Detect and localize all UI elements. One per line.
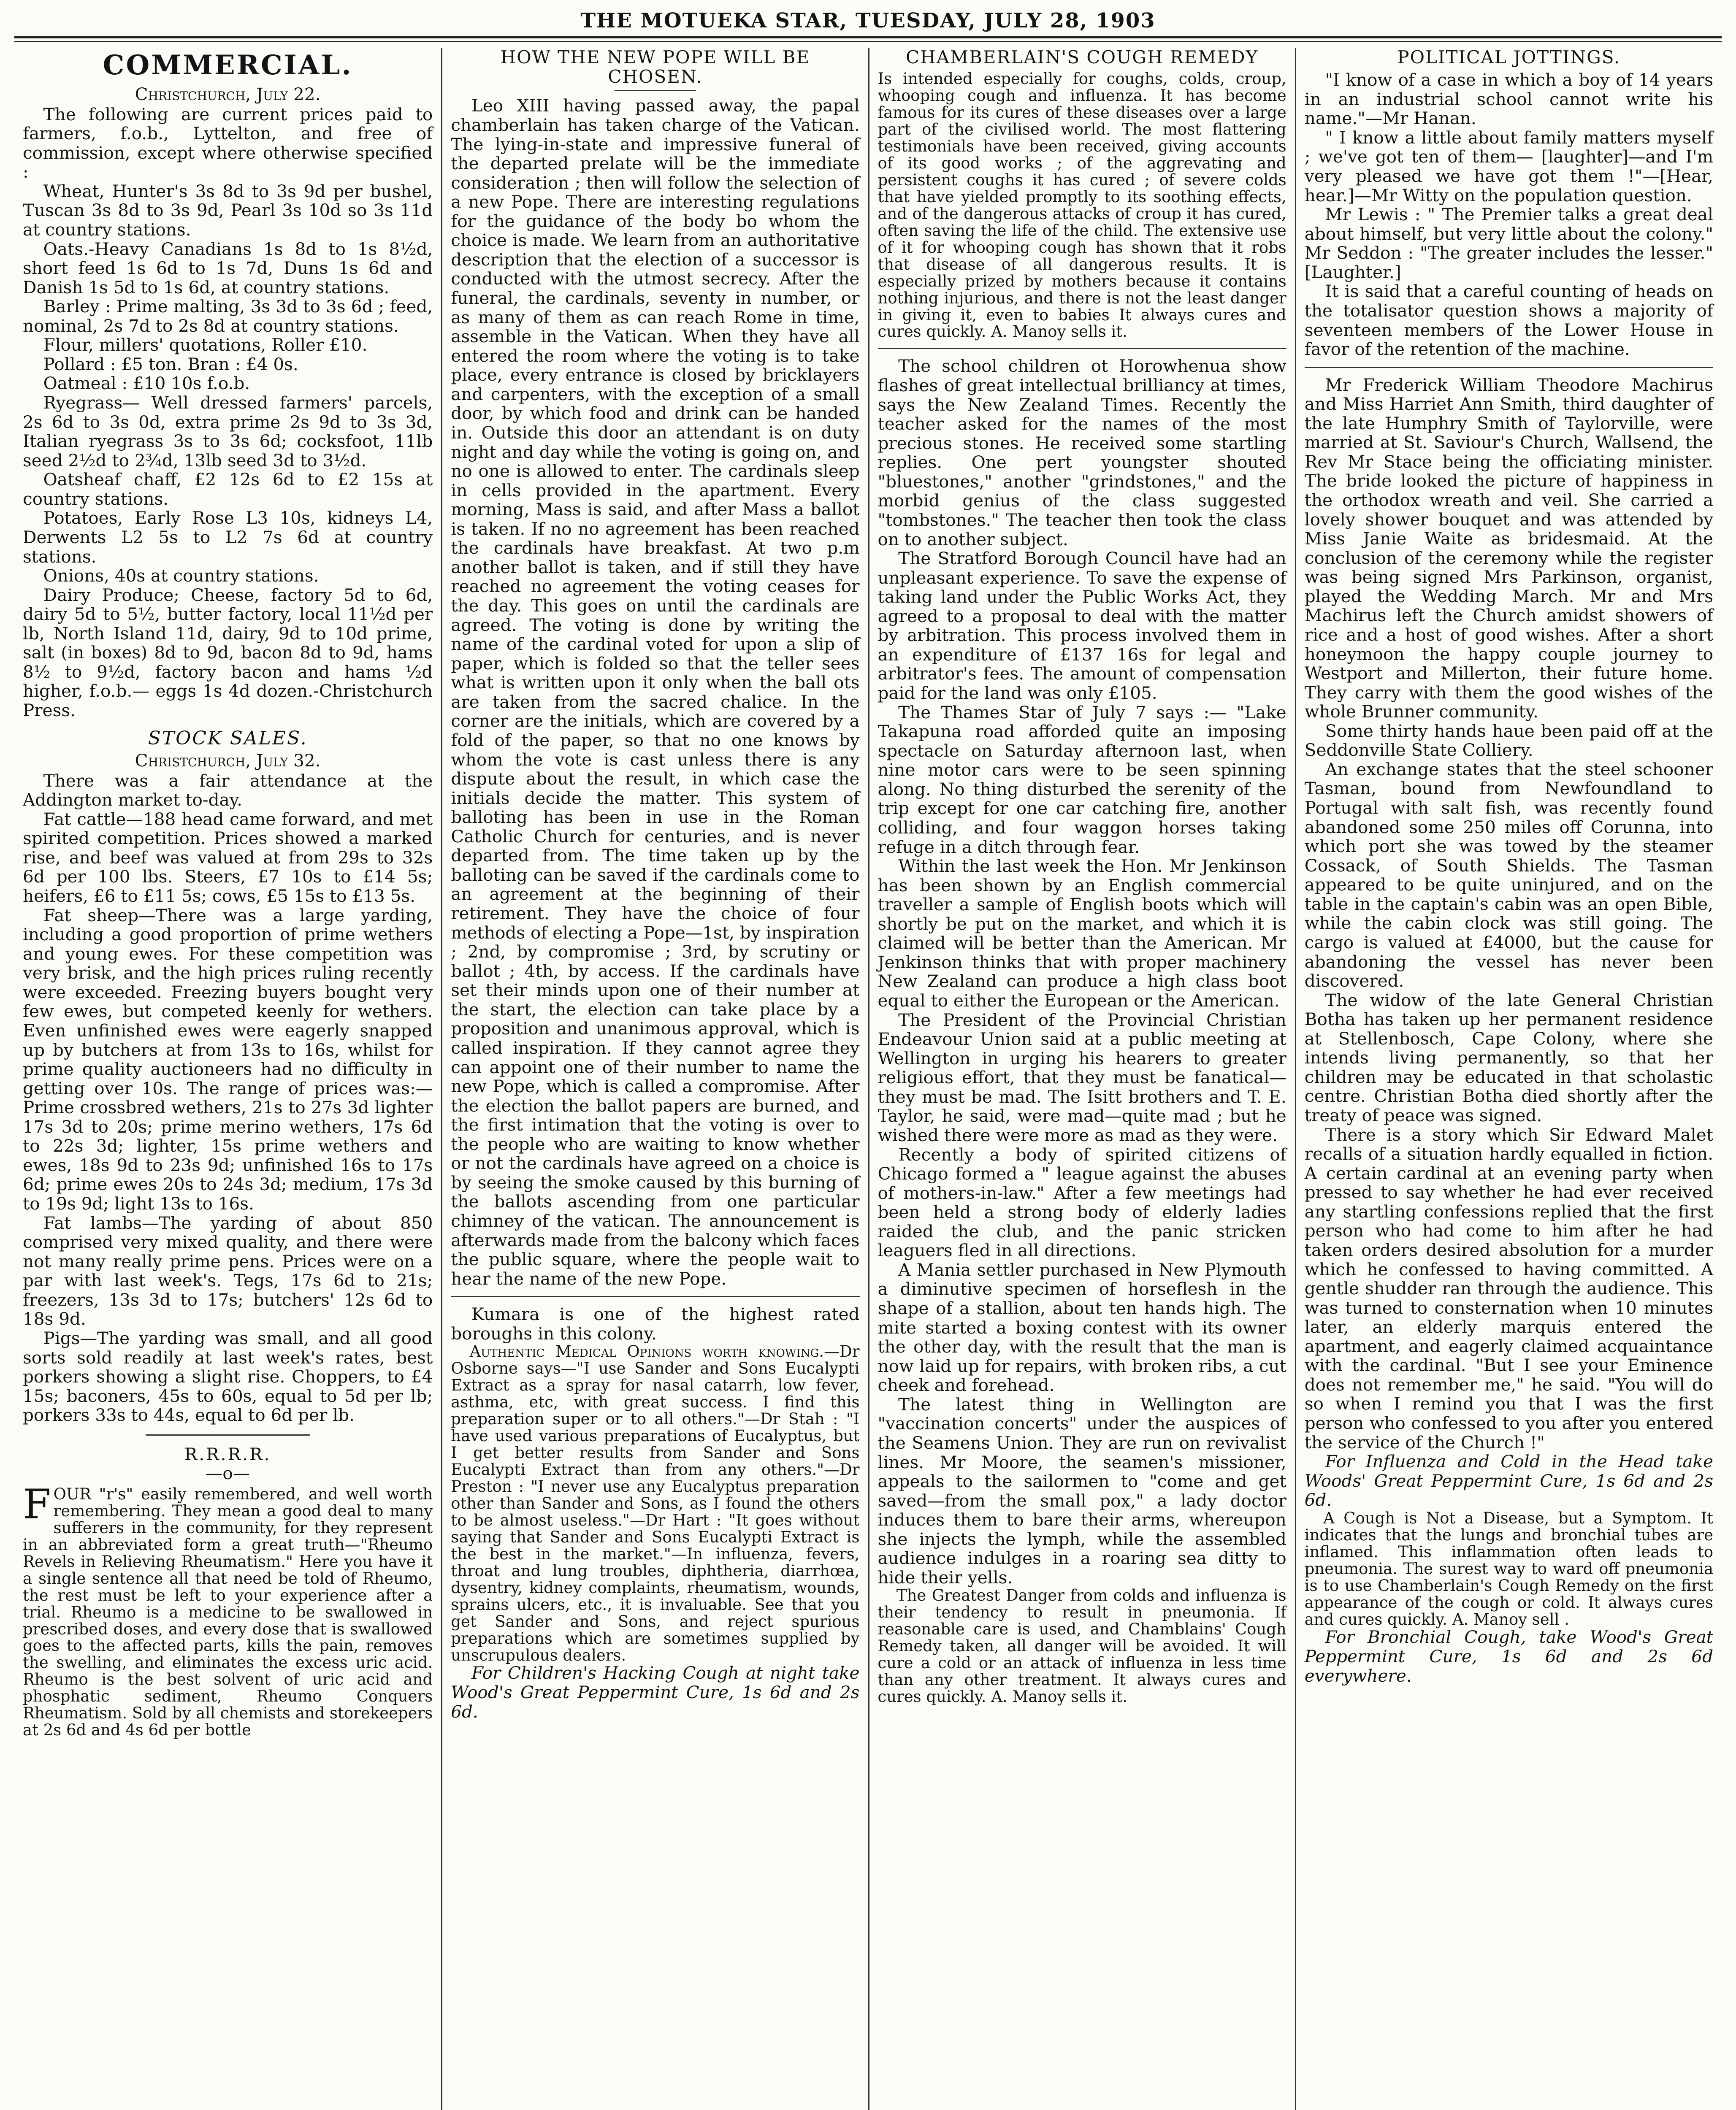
commercial-para: Oats.-Heavy Canadians 1s 8d to 1s 8½d, short feed 1s 6d to 1s 7d, Duns 1s 6d and Danish 1s 5d to 1s 6d, at country stations. bbox=[23, 238, 433, 298]
commercial-para: Potatoes, Early Rose L3 10s, kidneys L4, Derwents L2 5s to L2 7s 6d at country stations. bbox=[23, 508, 433, 567]
news-para: The Stratford Borough Council have had an unpleasant experience. To save the expense of taking land under the Public Works Act, they agreed to a proposal to deal with the matter by arbitration. This process involved them in an expenditure of £137 16s for legal and arbitrator's fees. The amount of compensation paid for the land was only £105. bbox=[877, 548, 1286, 703]
news-para: Mr Frederick William Theodore Machirus and Miss Harriet Ann Smith, third daughter of the late Humphry Smith of Taylorville, were married at St. Saviour's Church, Wallsend, the Rev Mr Stace being the officiating minister. The bride looked the picture of happiness in the orthodox wreath and veil. She carried a lovely shower bouquet and was attended by Miss Janie Waite as bridesmaid. At the conclusion of the ceremony while the register was being signed Mrs Parkinson, organist, played the Wedding March. Mr and Mrs Machirus left the Church amidst showers of rice and a host of good wishes. After a short honeymoon the happy couple journey to Westport and Millerton, their future home. They carry with them the good wishes of the whole Brunner community. bbox=[1304, 374, 1713, 722]
news-para: Recently a body of spirited citizens of Chicago formed a " league against the abuses of mothers-in-law." After a few meetings had been held a strong body of elderly ladies raided the club, and the panic stricken leaguers fled in all directions. bbox=[877, 1144, 1286, 1261]
cough-disease-para: A Cough is Not a Disease, but a Symptom. It indicates that the lungs and bronchial tubes are inflamed. This inflammation often leads to pneumonia. The surest way to ward off pneumonia is to use Chamberlain's Cough Remedy on the first appearance of the cough or cold. It always cures and cures quickly. A. Manoy sell . bbox=[1304, 1509, 1713, 1628]
column-news bbox=[868, 48, 1295, 2110]
commercial-dateline: Christchurch, July 22. bbox=[135, 84, 321, 104]
commercial-para: Wheat, Hunter's 3s 8d to 3s 9d per bushel, Tuscan 3s 8d to 3s 9d, Pearl 3s 10d so 3s 11d at country stations. bbox=[23, 181, 433, 240]
political-heading: POLITICAL JOTTINGS. bbox=[1397, 48, 1621, 68]
medical-heading: Authentic Medical Opinions worth knowing. bbox=[469, 1342, 824, 1361]
commercial-para: Flour, millers' quotations, Roller £10. bbox=[43, 335, 368, 355]
stock-para: There was a fair attendance at the Addington market to-day. bbox=[23, 770, 433, 810]
separator bbox=[451, 1296, 859, 1297]
commercial-para: Barley : Prime malting, 3s 3d to 3s 6d ; feed, nominal, 2s 7d to 2s 8d at country stations. bbox=[23, 296, 433, 336]
separator bbox=[1305, 367, 1713, 368]
stock-para: Fat lambs—The yarding of about 850 comprised very mixed quality, and there were not many really prime pens. Prices were on a par with last week's. Tegs, 17s 6d to 21s; freezers, 13s 3d to 17s; butchers' 12s 6d to 18s 9d. bbox=[23, 1212, 433, 1329]
chamberlain-text: Is intended especially for coughs, colds, croup, whooping cough and influenza. It has become famous for its cures of these diseases over a large part of the civilised world. The most flattering testimonials have been received, giving accounts of its good works ; of the aggrevating and persistent coughs it has cured ; of severe colds that have yielded promptly to its soothing effects, and of the dangerous attacks of croup it has cured, often saving the life of the child. The extensive use of it for whooping cough has shown that it robs that disease of all dangerous results. It is especially prized by mothers because it contains nothing injurious, and there is not the least danger in giving it, even to babies It always cures and cures quickly. A. Manoy sells it. bbox=[877, 70, 1286, 341]
news-para: There is a story which Sir Edward Malet recalls of a situation hardly equalled in fiction. A certain cardinal at an evening party when pressed to say whether he had ever received any startling confessions replied that the first person who had come to him after he had taken orders desired absolution for a murder which he confessed to having committed. A gentle shudder ran through the audience. This was turned to consternation when 10 minutes later, an elderly marquis entered the apartment, and eagerly claimed acquaintance with the cardinal. "But I see your Eminence does not remember me," he said. "You will do so when I remind you that I was the first person who confessed to you after you entered the service of the Church !" bbox=[1304, 1124, 1713, 1453]
influenza-ad: For Influenza and Cold in the Head take Woods' Great Peppermint Cure, 1s 6d and 2s 6d. bbox=[1304, 1451, 1713, 1510]
kumara-para: Kumara is one of the highest rated boroughs in this colony. bbox=[451, 1304, 860, 1344]
commercial-para: Dairy Produce; Cheese, factory 5d to 6d, dairy 5d to 5½, butter factory, local 11½d per lb, North Island 11d, dairy, 9d to 10d prime, salt (in boxes) 8d to 9d, bacon 8d to 9d, hams 8½ to 9½d, factory bacon and hams ½d higher, f.o.b.— eggs 1s 4d dozen.-Christchurch Press. bbox=[23, 584, 433, 720]
danger-para: The Greatest Danger from colds and influenza is their tendency to result in pneumonia. If reasonable care is used, and Chamblains' Cough Remedy taken, all danger will be avoided. It will cure a cold or an attack of influenza in less time than any other treatment. It always cures and cures quickly. A. Manoy sells it. bbox=[877, 1586, 1286, 1706]
commercial-para: Ryegrass— Well dressed farmers' parcels, 2s 6d to 3s 0d, extra prime 2s 9d to 3s 3d, Italian ryegrass 3s to 3s 6d; cocksfoot, 11lb seed 2½d to 2¾d, 13lb seed 3d to 3½d. bbox=[23, 392, 433, 471]
columns bbox=[14, 48, 1722, 2110]
rrr-advert bbox=[23, 1480, 433, 1739]
column-commercial bbox=[14, 48, 441, 2110]
rrr-dropcap: F bbox=[23, 1480, 51, 1528]
commercial-para: Oatmeal : £10 10s f.o.b. bbox=[43, 373, 250, 394]
separator bbox=[146, 1434, 310, 1436]
political-para: It is said that a careful counting of heads on the totalisator question shows a majority of seventeen members of the Lower House in favor of the retention of the machine. bbox=[1304, 281, 1713, 360]
commercial-para: Pollard : £5 ton. Bran : £4 0s. bbox=[43, 354, 298, 374]
commercial-heading: COMMERCIAL. bbox=[103, 49, 353, 81]
separator bbox=[878, 348, 1286, 349]
news-para: The school children ot Horowhenua show flashes of great intellectual brilliancy at times, says the New Zealand Times. Recently the teacher asked for the names of the most precious stones. He received some startling replies. One pert youngster shouted "bluestones," another "grindstones," and the morbid genius of the class suggested "tombstones." The teacher then took the class on to another subject. bbox=[877, 356, 1286, 549]
news-para: The latest thing in Wellington are "vaccination concerts" under the auspices of the Seamens Union. They are run on revivalist lines. Mr Moore, the seamen's missioner, appeals to the sailormen to "come and get saved—from the small pox," a lady doctor induces them to bare their arms, whereupon she injects the lymph, while the assembled audience indulges in a roaring sea ditty to hide their yells. bbox=[877, 1394, 1286, 1588]
rrr-text: OUR "r's" easily remembered, and well worth remembering. They mean a good deal to many sufferers in the community, for they represent in an abbreviated form a great truth—"Rheumo Revels in Relieving Rheumatism." Here you have it a single sentence all that need be told of Rheumo, the rest must be left to your experience after a trial. Rheumo is a medicine to be swallowed in prescribed doses, and every dose that is swallowed goes to the affected parts, kills the pain, removes the swelling, and eliminates the excess uric acid. Rheumo is the best solvent of uric acid and phosphatic sediment, Rheumo Conquers Rheumatism. Sold by all chemists and storekeepers at 2s 6d and 4s 6d per bottle bbox=[23, 1485, 433, 1739]
news-para: The widow of the late General Christian Botha has taken up her permanent residence at Stellenbosch, Cape Colony, where she intends living permanently, so that her children may be educated in that scholastic centre. Christian Botha died shortly after the treaty of peace was signed. bbox=[1304, 990, 1713, 1125]
masthead-rule bbox=[14, 36, 1722, 42]
political-para: " I know a little about family matters myself ; we've got ten of them— [laughter]—and I'm very pleased we have got them !"—[Hear, hear.]—Mr Witty on the population question. bbox=[1304, 127, 1713, 206]
medical-para bbox=[451, 1343, 859, 1664]
cough-ad: For Children's Hacking Cough at night take Wood's Great Peppermint Cure, 1s 6d and 2s 6d. bbox=[451, 1663, 860, 1722]
chamberlain-heading: CHAMBERLAIN'S COUGH REMEDY bbox=[905, 48, 1259, 68]
stock-para: Fat sheep—There was a large yarding, including a good proportion of prime wethers and young ewes. For these competition was very brisk, and the high prices ruling recently were exceeded. Freezing buyers bought very few ewes, but competed keenly for wethers. Even unfinished ewes were eagerly snapped up by butchers at from 13s to 16s, whilst for prime quality auctioneers had no difficulty in getting over 10s. The range of prices was:— Prime crossbred wethers, 21s to 27s 3d lighter 17s 3d to 20s; prime merino wethers, 17s 6d to 22s 3d; lighter, 15s prime wethers and ewes, 18s 9d to 23s 9d; unfinished 16s to 17s 6d; prime ewes 20s to 24s 3d; medium, 17s 3d to 19s 9d; light 13s to 16s. bbox=[23, 905, 433, 1214]
bronchial-ad: For Bronchial Cough, take Wood's Great Peppermint Cure, 1s 6d and 2s 6d everywhere. bbox=[1304, 1627, 1713, 1686]
pope-heading: HOW THE NEW POPE WILL BE CHOSEN. bbox=[500, 48, 810, 87]
medical-text: —Dr Osborne says—"I use Sander and Sons Eucalypti Extract as a spray for nasal catarrh, low fever, asthma, etc, with great success. I find this preparation super or to all others."—Dr Stah : "I have used various preparations of Eucalyptus, but I get better results from Sander and Sons Eucalypti Extract than from any others."—Dr Preston : "I never use any Eucalyptus preparation other than Sander and Sons, as I found the others to be almost useless."—Dr Hart : "It goes without saying that Sander and Sons Eucalypti Extract is the best in the market."—In influenza, fevers, throat and lung troubles, diphtheria, diarrhœa, dysentry, kidney complaints, rheumatism, wounds, sprains ulcers, etc., it is invaluable. See that you get Sander and Sons, and reject spurious preparations which are sometimes supplied by unscrupulous dealers. bbox=[451, 1342, 860, 1664]
stock-sales-heading: STOCK SALES. bbox=[148, 727, 308, 749]
news-para: Some thirty hands haue been paid off at the Seddonville State Colliery. bbox=[1304, 720, 1713, 760]
rrr-ornament: —o— bbox=[205, 1463, 250, 1484]
column-political bbox=[1295, 48, 1722, 2110]
masthead: THE MOTUEKA STAR, TUESDAY, JULY 28, 1903 bbox=[580, 9, 1156, 32]
news-para: Within the last week the Hon. Mr Jenkinson has been shown by an English commercial traveller a sample of English boots which will shortly be put on the market, and which it is claimed will be better than the American. Mr Jenkinson thinks that with proper machinery New Zealand can produce a high class boot equal to either the European or the American. bbox=[877, 856, 1286, 1011]
pope-para: Leo XIII having passed away, the papal chamberlain has taken charge of the Vatican. The lying-in-state and impressive funeral of the departed prelate will be the immediate consideration ; then will follow the selection of a new Pope. There are interesting regulations for the guidance of the body bo whom the choice is made. We learn from an authoritative description that the election of a successor is conducted with the utmost secrecy. After the funeral, the cardinals, seventy in number, or as many of them as can reach Rome in time, assemble in the Vatican. When they have all entered the room where the voting is to take place, every entrance is closed by bricklayers and carpenters, with the exception of a small door, by which food and drink can be handed in. Outside this door an attendant is on duty night and day while the voting is going on, and no one is allowed to enter. The cardinals sleep in cells provided in the apartment. Every morning, Mass is said, and after Mass a ballot is taken. If no no agreement has been reached the cardinals have breakfast. At two p.m another ballot is taken, and if still they have reached no agreement the voting ceases for the day. This goes on until the cardinals are agreed. The voting is done by writing the name of the cardinal voted for upon a slip of paper, which is folded so that the teller sees what is written upon it only when the ball ots are taken from the sacred chalice. In the corner are the initials, which are covered by a fold of the paper, so that no one knows by whom the vote is cast unless there is any dispute about the result, in which case the initials decide the matter. This system of balloting has been in use in the Roman Catholic Church for centuries, and is never departed from. The time taken up by the balloting can be saved if the cardinals come to an agreement at the beginning of their retirement. They have the choice of four methods of electing a Pope—1st, by inspiration ; 2nd, by compromise ; 3rd, by scrutiny or ballot ; 4th, by access. If the cardinals have set their minds upon one of their number at the start, the election can take place by a proposition and unanimous approval, which is called inspiration. If they cannot agree they can appoint one of their number to name the new Pope, which is called a compromise. After the election the ballot papers are burned, and the first intimation that the voting is over to the people who are waiting to know whether or not the cardinals have agreed on a choice is by seeing the smoke caused by this burning of the ballots ascending from one particular chimney of the vatican. The announcement is afterwards made from the balcony which faces the public square, where the people wait to hear the name of the new Pope. bbox=[451, 95, 860, 1289]
stock-sales-dateline: Christchurch, July 32. bbox=[135, 750, 321, 771]
rrr-heading: R.R.R.R. bbox=[184, 1444, 271, 1464]
news-para: The Thames Star of July 7 says :— "Lake Takapuna road afforded quite an imposing spectacle on Saturday afternoon last, when nine motor cars were to be seen spinning along. No thing disturbed the serenity of the trip except for one car catching fire, another colliding, and four waggon horses taking refuge in a ditch through fear. bbox=[877, 702, 1286, 857]
commercial-para: Onions, 40s at country stations. bbox=[43, 565, 319, 586]
political-para: "I know of a case in which a boy of 14 years in an industrial school cannot write his name."—Mr Hanan. bbox=[1304, 70, 1713, 129]
stock-para: Pigs—The yarding was small, and all good sorts sold readily at last week's rates, best porkers showing a slight rise. Choppers, to £4 15s; baconers, 45s to 60s, equal to 5d per lb; porkers 33s to 44s, equal to 6d per lb. bbox=[23, 1328, 433, 1426]
commercial-para: Oatsheaf chaff, £2 12s 6d to £2 15s at country stations. bbox=[23, 469, 433, 509]
column-pope bbox=[441, 48, 868, 2110]
stock-para: Fat cattle—188 head came forward, and met spirited competition. Prices showed a marked rise, and beef was valued at from 29s to 32s 6d per 100 lbs. Steers, £7 10s to £14 5s; heifers, £6 to £11 5s; cows, £5 15s to £13 5s. bbox=[23, 809, 433, 906]
news-para: An exchange states that the steel schooner Tasman, bound from Newfoundland to Portugal with salt fish, was recently found abandoned some 250 miles off Corunna, into which port she was towed by the steamer Cossack, of South Shields. The Tasman appeared to be quite uninjured, and on the table in the captain's cabin was an open Bible, while the cabin clock was still going. The cargo is valued at £4000, but the cause for abandoning the vessel has never been discovered. bbox=[1304, 759, 1713, 991]
news-para: The President of the Provincial Christian Endeavour Union said at a public meeting at Wellington in urging his hearers to greater religious effort, that they must be fanatical—they must be mad. The Isitt brothers and T. E. Taylor, he said, were mad—quite mad ; but he wished there were more as mad as they were. bbox=[877, 1009, 1286, 1145]
commercial-para: The following are current prices paid to farmers, f.o.b., Lyttelton, and free of commission, except where otherwise specified : bbox=[23, 104, 433, 182]
political-para: Mr Lewis : " The Premier talks a great deal about himself, but very little about the colony." Mr Seddon : "The greater includes the lesser." [Laughter.] bbox=[1304, 204, 1713, 282]
separator bbox=[615, 90, 696, 91]
news-para: A Mania settler purchased in New Plymouth a diminutive specimen of horseflesh in the shape of a stallion, about ten hands high. The mite started a boxing contest with its owner the other day, with the result that the man is now laid up for repairs, with broken ribs, a cut cheek and forehead. bbox=[877, 1259, 1286, 1396]
